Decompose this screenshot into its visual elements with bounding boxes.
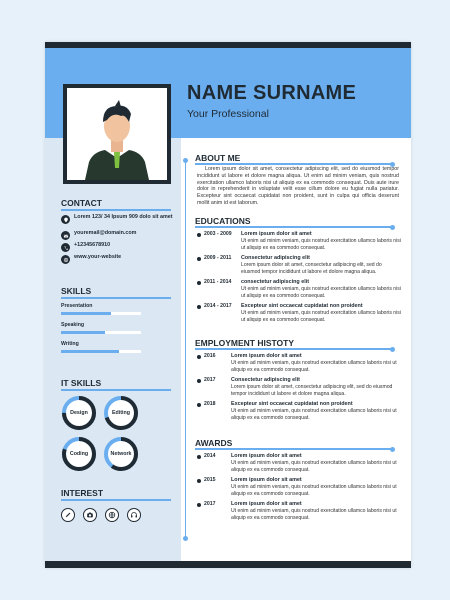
education-divider: [195, 226, 391, 228]
entry-date: 2009 - 2011: [204, 255, 232, 261]
entry-title: consectetur adipiscing elit: [241, 279, 309, 285]
entry-bullet: [197, 479, 201, 483]
entry-bullet: [197, 503, 201, 507]
entry-title: Consectetur adipiscing elit: [241, 255, 310, 261]
contact-website: [61, 254, 174, 264]
entry-title: Lorem ipsum dolor sit amet: [231, 501, 302, 507]
divider-end-dot: [390, 347, 395, 352]
contact-phone: [61, 242, 174, 252]
globe-icon: [105, 508, 119, 522]
entry-description: Ut enim ad minim veniam, quis nostrud exercitation ullamco laboris nisi ut aliquip ex ea commodo consequat.: [231, 484, 397, 497]
entry-date: 2014: [204, 453, 216, 459]
entry-title: Lorem ipsum dolor sit amet: [231, 353, 302, 359]
it-skill-label: Coding: [69, 451, 89, 457]
employment-divider: [195, 348, 391, 350]
profession-title: Your Professional: [187, 108, 269, 120]
skill-bar-presentation: [61, 312, 141, 315]
skill-bar-speaking: [61, 331, 141, 334]
it-skills-heading: IT SKILLS: [61, 378, 102, 388]
entry-description: Lorem ipsum dolor sit amet, consectetur adipiscing elit, sed do eiusmod tempor incididunt ut labore et dolore magna aliqua.: [241, 262, 382, 275]
skill-bar-fill: [61, 331, 105, 334]
it-skill-ring-network: [103, 436, 139, 472]
skill-label: Speaking: [61, 322, 85, 328]
it-skill-label: Editing: [112, 410, 130, 416]
it-skill-ring-design: [61, 395, 97, 431]
contact-heading: CONTACT: [61, 198, 102, 208]
skill-bar-fill: [61, 350, 119, 353]
resume-sheet: [45, 42, 411, 568]
entry-bullet: [197, 233, 201, 237]
entry-description: Ut enim ad minim veniam, quis nostrud exercitation ullamco laboris nisi ut aliquip ex ea commodo consequat.: [231, 460, 397, 473]
contact-website-text[interactable]: www.your-website: [74, 254, 122, 260]
entry-bullet: [197, 403, 201, 407]
award-entry: [197, 501, 405, 531]
entry-bullet: [197, 455, 201, 459]
entry-description: Ut enim ad minim veniam, quis nostrud exercitation ullamco laboris nisi ut aliquip ex ea commodo consequat.: [241, 238, 401, 251]
it-skill-label: Network: [110, 451, 132, 457]
entry-title: Consectetur adipiscing elit: [231, 377, 300, 383]
entry-description: Lorem ipsum dolor sit amet, consectetur adipiscing elit, sed do eiusmod tempor incididunt ut labore et dolore magna aliqua.: [231, 384, 393, 397]
it-skill-label: Design: [70, 410, 88, 416]
entry-bullet: [197, 281, 201, 285]
about-heading: ABOUT ME: [195, 153, 241, 163]
entry-description: Ut enim ad minim veniam, quis nostrud exercitation ullamco laboris nisi ut aliquip ex ea commodo consequat.: [231, 360, 397, 373]
timeline-line: [185, 160, 186, 540]
it-skill-ring-editing: [103, 395, 139, 431]
entry-title: Lorem ipsum dolor sit amet: [231, 453, 302, 459]
interest-divider: [61, 499, 171, 501]
contact-address: [61, 214, 174, 224]
entry-bullet: [197, 355, 201, 359]
entry-description: Ut enim ad minim veniam, quis nostrud exercitation ullamco laboris nisi ut aliquip ex ea commodo consequat.: [241, 310, 401, 323]
timeline-start-dot: [183, 158, 188, 163]
email-icon: [61, 231, 70, 240]
location-pin-icon: [61, 215, 70, 224]
contact-divider: [61, 209, 171, 211]
contact-email-text[interactable]: youremail@domain.com: [74, 230, 137, 236]
entry-description: Ut enim ad minim veniam, quis nostrud exercitation ullamco laboris nisi ut aliquip ex ea commodo consequat.: [241, 286, 401, 299]
entry-title: Excepteur sint occaecat cupidatat non proident: [231, 401, 353, 407]
profile-photo: [63, 84, 171, 184]
entry-description: Ut enim ad minim veniam, quis nostrud exercitation ullamco laboris nisi ut aliquip ex ea commodo consequat.: [231, 408, 397, 421]
globe-icon: [61, 255, 70, 264]
education-heading: EDUCATIONS: [195, 216, 251, 226]
contact-phone-text: +12345678910: [74, 242, 111, 248]
skills-heading: SKILLS: [61, 286, 92, 296]
contact-address-text: Lorem 123/ 34 Ipsum 909 dolo sit amet: [74, 214, 173, 220]
entry-date: 2016: [204, 353, 216, 359]
it-skills-divider: [61, 389, 171, 391]
divider-end-dot: [390, 225, 395, 230]
pen-icon: [61, 508, 75, 522]
headphones-icon: [127, 508, 141, 522]
entry-date: 2011 - 2014: [204, 279, 232, 285]
awards-heading: AWARDS: [195, 438, 233, 448]
employment-entry: [197, 401, 405, 431]
entry-bullet: [197, 257, 201, 261]
divider-end-dot: [390, 447, 395, 452]
skill-label: Presentation: [61, 303, 93, 309]
awards-divider: [195, 448, 391, 450]
timeline-end-dot: [183, 536, 188, 541]
entry-date: 2015: [204, 477, 216, 483]
interest-heading: INTEREST: [61, 488, 104, 498]
contact-email: [61, 230, 174, 240]
entry-bullet: [197, 379, 201, 383]
about-divider: [195, 163, 391, 165]
entry-description: Ut enim ad minim veniam, quis nostrud exercitation ullamco laboris nisi ut aliquip ex ea commodo consequat.: [231, 508, 397, 521]
entry-bullet: [197, 305, 201, 309]
entry-date: 2018: [204, 401, 216, 407]
skill-label: Writing: [61, 341, 79, 347]
entry-date: 2014 - 2017: [204, 303, 232, 309]
skill-bar-writing: [61, 350, 141, 353]
entry-title: Excepteur sint occaecat cupidatat non proident: [241, 303, 363, 309]
education-entry: [197, 303, 405, 333]
full-name: NAME SURNAME: [187, 82, 357, 104]
bottom-bar: [45, 561, 411, 568]
skills-divider: [61, 297, 171, 299]
entry-title: Lorem ipsum dolor sit amet: [241, 231, 312, 237]
entry-date: 2003 - 2009: [204, 231, 232, 237]
entry-date: 2017: [204, 501, 216, 507]
camera-icon: [83, 508, 97, 522]
entry-date: 2017: [204, 377, 216, 383]
employment-heading: EMPLOYMENT HISTOTY: [195, 338, 295, 348]
entry-title: Lorem ipsum dolor sit amet: [231, 477, 302, 483]
person-avatar-icon: [67, 88, 167, 180]
it-skill-ring-coding: [61, 436, 97, 472]
about-paragraph: Lorem ipsum dolor sit amet, consectetur adipiscing elit, sed do eiusmod tempor incididunt ut labore et dolore magna aliqua. Ut enim ad minim veniam, quis nostrud exercitation ullamco laboris nisi ut aliquip ex ea commodo consequat. Duis aute irure dolor in reprehenderit in voluptate velit esse cillum dolore eu fugiat nulla pariatur. Excepteur sint occaecat cupidatat non proident, sunt in culpa qui officia deserunt mollit anim id est laborum.: [197, 166, 399, 206]
skill-bar-fill: [61, 312, 111, 315]
phone-icon: [61, 243, 70, 252]
